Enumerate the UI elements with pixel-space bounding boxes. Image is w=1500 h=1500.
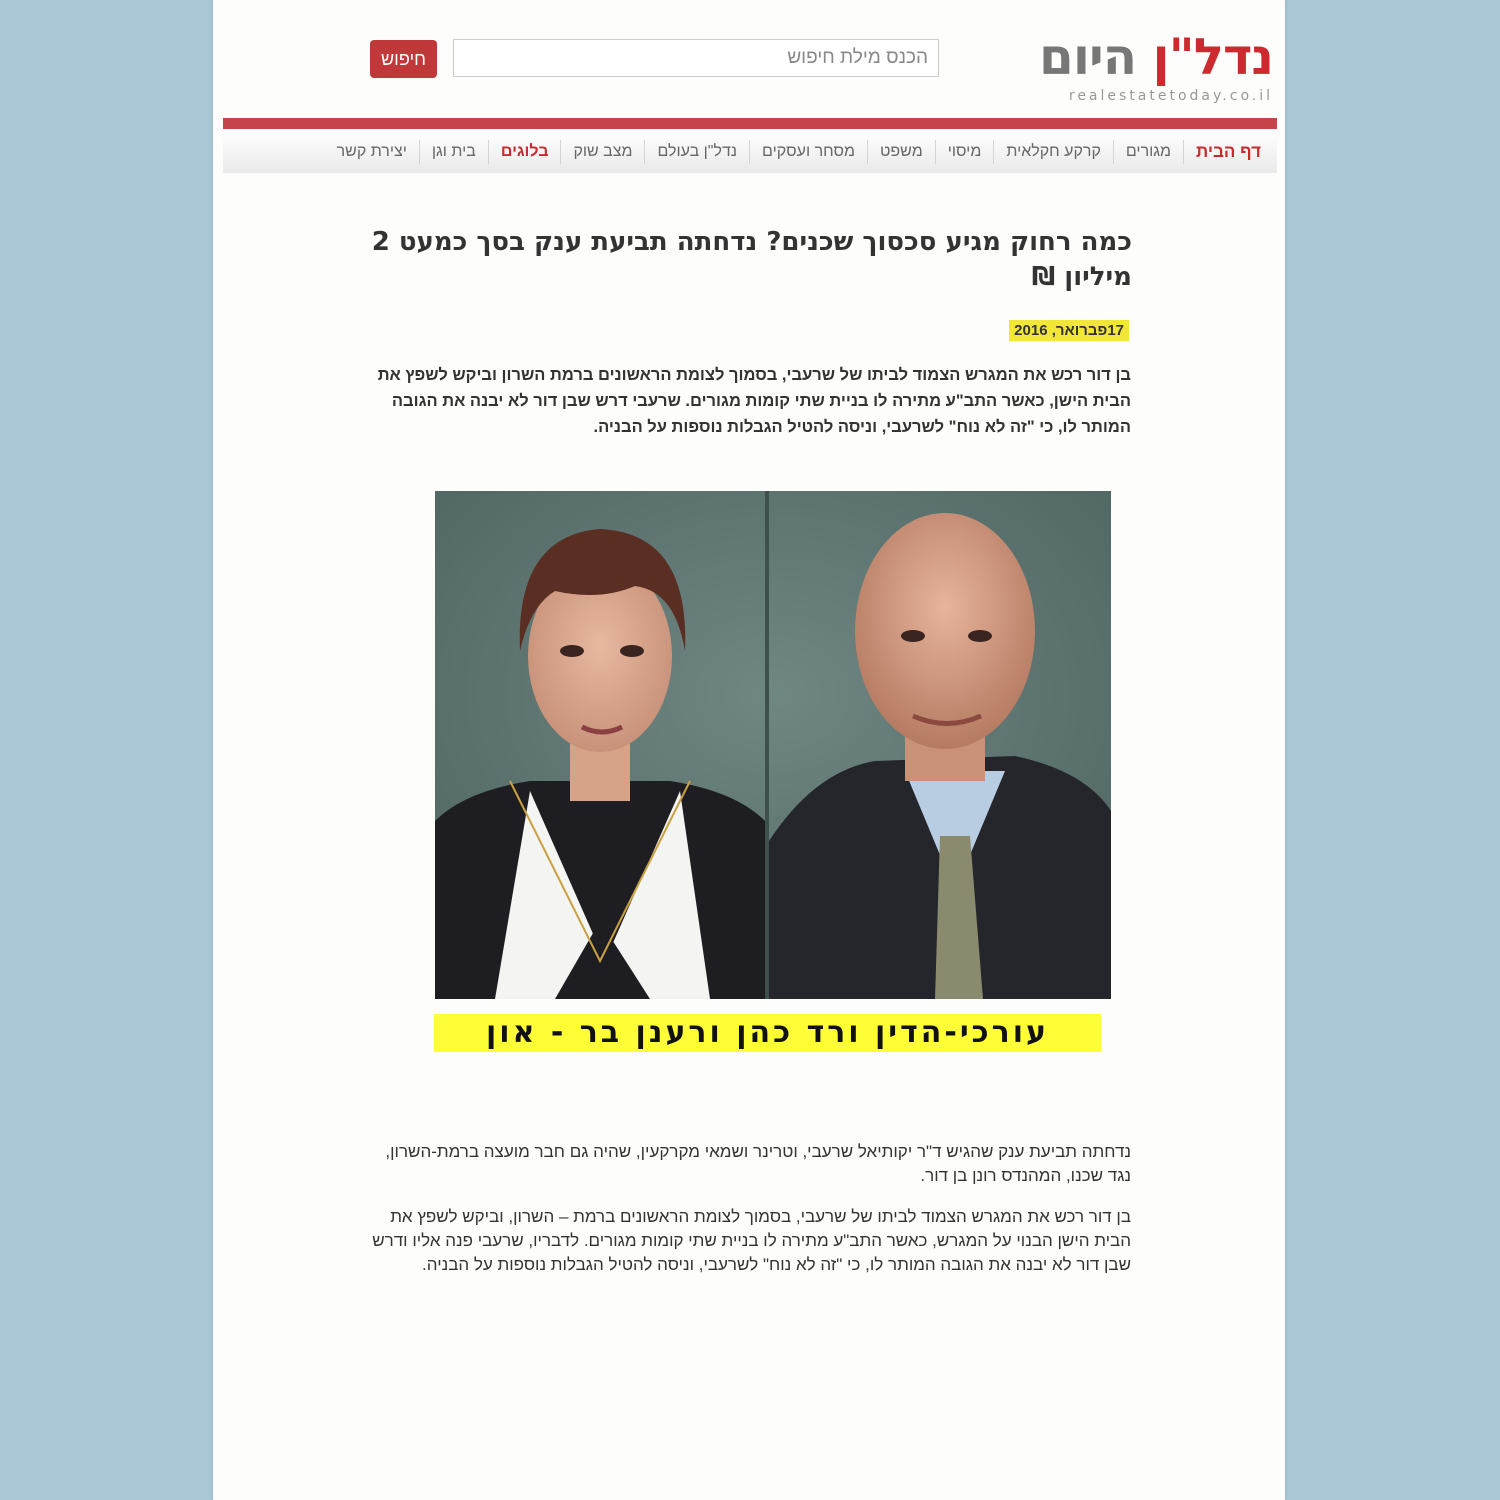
nav-item-contact[interactable]: יצירת קשר xyxy=(336,143,407,160)
page-sheet xyxy=(213,0,1285,1500)
nav-item-residential[interactable]: מגורים xyxy=(1113,140,1183,164)
article-lead: בן דור רכש את המגרש הצמוד לביתו של שרעבי, בסמוך לצומת הראשונים ברמת השרון וביקש לשפץ את הבית הישן, כאשר התב"ע מתירה לו בניית שתי קומות מגורים. שרעבי דרש שבן דור לא יבנה את הגובה המותר לו, כי "זה לא נוח" לשרעבי, וניסה להטיל הגבלות נוספות על הבניה. xyxy=(377,366,1131,436)
photo-caption: עורכי-הדין ורד כהן ורענן בר - און xyxy=(434,1014,1101,1052)
site-logo[interactable] xyxy=(1023,28,1273,104)
nav-item-market-status[interactable]: מצב שוק xyxy=(560,140,644,164)
logo-word-grey: היום xyxy=(1039,28,1137,86)
nav-item-home-garden[interactable]: בית וגן xyxy=(419,140,488,164)
nav-item-agricultural-land[interactable]: קרקע חקלאית xyxy=(993,140,1113,164)
nav-item-law[interactable]: משפט xyxy=(867,140,935,164)
article-date: 17פברואר, 2016 xyxy=(1009,320,1129,341)
nav-item-home[interactable]: דף הבית xyxy=(1183,140,1273,164)
article-paragraph: בן דור רכש את המגרש הצמוד לביתו של שרעבי, בסמוך לצומת הראשונים ברמת – השרון, וביקש לשפץ את הבית הישן הבנוי על המגרש, כאשר התב"ע מתירה לו בניית שתי קומות מגורים. לדבריו, שרעבי פנה אליו ודרש שבן דור לא יבנה את הגובה המותר לו, כי "זה לא נוח" לשרעבי, וניסה להטיל הגבלות נוספות על הבניה. xyxy=(372,1207,1131,1274)
search-input[interactable] xyxy=(453,39,939,77)
logo-wordmark xyxy=(1023,28,1273,86)
nav-item-commerce[interactable]: מסחר ועסקים xyxy=(749,140,867,164)
nav-item-taxation[interactable]: מיסוי xyxy=(935,140,994,164)
logo-word-red: נדל"ן xyxy=(1152,28,1273,86)
article-paragraph: נדחתה תביעת ענק שהגיש ד"ר יקותיאל שרעבי, וטרינר ושמאי מקרקעין, שהיה גם חבר מועצה ברמת-השרון, נגד שכנו, המהנדס רונן בן דור. xyxy=(385,1142,1131,1185)
lawyers-photo xyxy=(435,491,1111,999)
article-headline: כמה רחוק מגיע סכסוך שכנים? נדחתה תביעת ענק בסך כמעט 2 מיליון ₪ xyxy=(371,227,1132,292)
nav-item-blogs[interactable]: בלוגים xyxy=(488,140,561,164)
nav-item-world-realestate[interactable]: נדל"ן בעולם xyxy=(644,140,749,164)
search-button[interactable]: חיפוש xyxy=(370,40,437,78)
header-divider xyxy=(223,118,1277,129)
logo-domain: realestatetoday.co.il xyxy=(1068,88,1273,104)
main-nav xyxy=(223,131,1277,173)
